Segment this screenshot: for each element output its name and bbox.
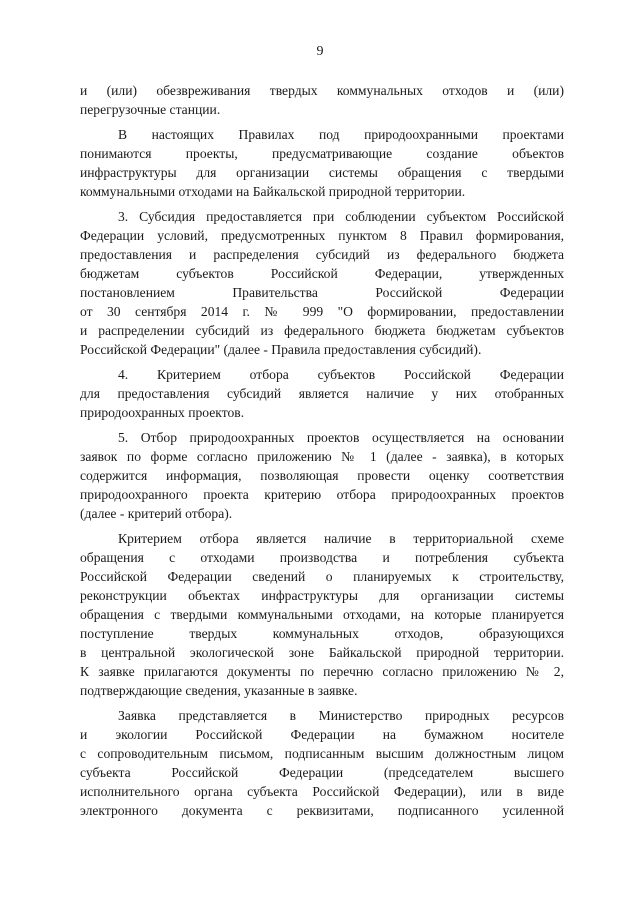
- text-line: 5. Отбор природоохранных проектов осуществляется на основании: [118, 430, 564, 445]
- text-line: Критерием отбора является наличие в территориальной схеме: [118, 531, 564, 546]
- text-line: перегрузочные станции.: [80, 102, 221, 117]
- text-line: природоохранных проектов.: [80, 405, 245, 420]
- text-line: субъекта Российской Федерации (председателем высшего: [80, 765, 564, 780]
- text-line: Российской Федерации сведений о планируемых к строительству,: [80, 569, 564, 584]
- text-line: от 30 сентября 2014 г. № 999 "О формировании, предоставлении: [80, 304, 564, 319]
- paragraph: [80, 706, 564, 820]
- text-line: К заявке прилагаются документы по перечню согласно приложению № 2,: [80, 664, 564, 679]
- text-line: для предоставления субсидий является наличие у них отобранных: [80, 386, 564, 401]
- text-line: В настоящих Правилах под природоохранными проектами: [118, 127, 564, 142]
- text-line: поступление твердых коммунальных отходов, образующихся: [80, 626, 564, 641]
- text-line: содержится информация, позволяющая провести оценку соответствия: [80, 468, 564, 483]
- text-line: бюджетам субъектов Российской Федерации, утвержденных: [80, 266, 564, 281]
- text-line: (далее - критерий отбора).: [80, 506, 233, 521]
- text-line: понимаются проекты, предусматривающие создание объектов: [80, 146, 564, 161]
- text-line: коммунальными отходами на Байкальской природной территории.: [80, 184, 466, 199]
- text-line: инфраструктуры для организации системы обращения с твердыми: [80, 165, 564, 180]
- text-line: предоставления и распределения субсидий из федерального бюджета: [80, 247, 564, 262]
- text-line: обращения с твердыми коммунальными отходами, на которые планируется: [80, 607, 564, 622]
- text-line: постановлением Правительства Российской Федерации: [80, 285, 564, 300]
- paragraph: [80, 428, 564, 523]
- text-line: с сопроводительным письмом, подписанным высшим должностным лицом: [80, 746, 564, 761]
- text-line: в центральной экологической зоне Байкальской природной территории.: [80, 645, 564, 660]
- paragraph: [80, 529, 564, 700]
- text-line: реконструкции объектах инфраструктуры для организации системы: [80, 588, 564, 603]
- text-line: и экологии Российской Федерации на бумажном носителе: [80, 727, 564, 742]
- page-number: 9: [316, 44, 324, 59]
- text-line: заявок по форме согласно приложению № 1 (далее - заявка), в которых: [80, 449, 564, 464]
- text-line: Российской Федерации" (далее - Правила предоставления субсидий).: [80, 342, 482, 357]
- text-line: подтверждающие сведения, указанные в заявке.: [80, 683, 358, 698]
- paragraph: [80, 207, 564, 359]
- document-body: [80, 81, 564, 826]
- text-line: 3. Субсидия предоставляется при соблюдении субъектом Российской: [118, 209, 564, 224]
- text-line: и (или) обезвреживания твердых коммунальных отходов и (или): [80, 83, 564, 98]
- paragraph: [80, 365, 564, 422]
- text-line: 4. Критерием отбора субъектов Российской Федерации: [118, 367, 564, 382]
- text-line: Федерации условий, предусмотренных пунктом 8 Правил формирования,: [80, 228, 564, 243]
- text-line: электронного документа с реквизитами, подписанного усиленной: [80, 803, 564, 818]
- paragraph: [80, 125, 564, 201]
- paragraph: [80, 81, 564, 119]
- text-line: Заявка представляется в Министерство природных ресурсов: [118, 708, 564, 723]
- text-line: исполнительного органа субъекта Российской Федерации), или в виде: [80, 784, 564, 799]
- text-line: и распределении субсидий из федерального бюджета бюджетам субъектов: [80, 323, 564, 338]
- text-line: обращения с отходами производства и потребления субъекта: [80, 550, 564, 565]
- text-line: природоохранного проекта критерию отбора природоохранных проектов: [80, 487, 564, 502]
